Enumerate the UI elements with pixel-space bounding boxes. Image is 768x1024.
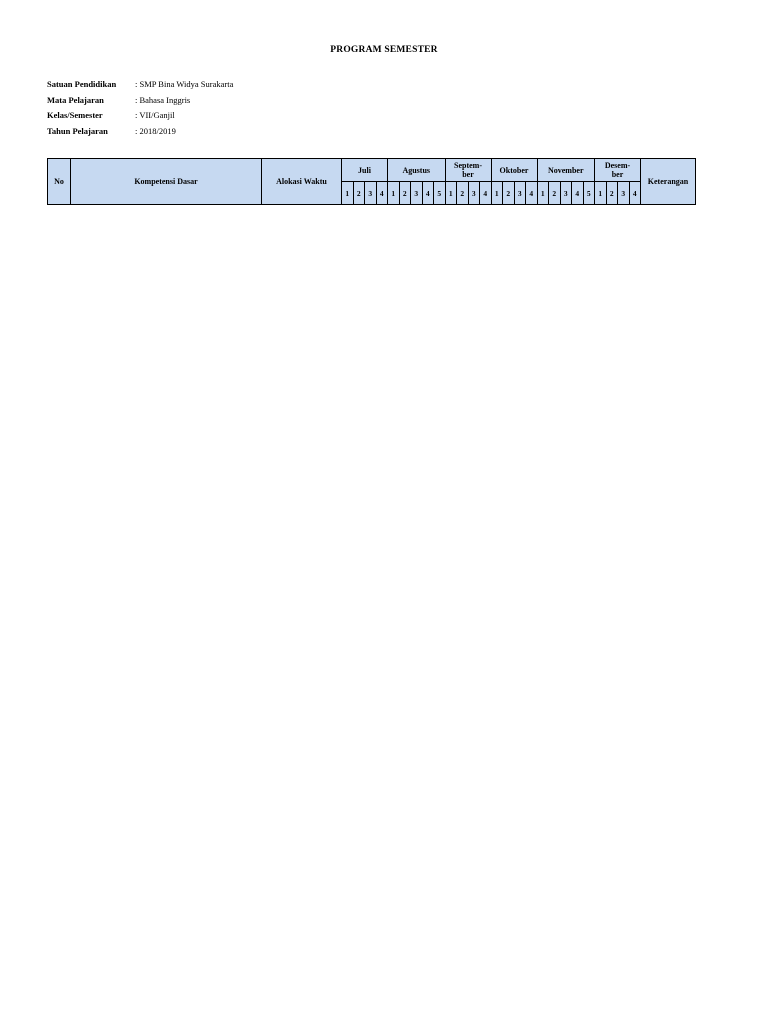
header-week: 3	[560, 182, 572, 205]
header-month: Septem- ber	[445, 159, 491, 182]
meta-key: Mata Pelajaran	[47, 94, 104, 105]
document-meta	[47, 79, 233, 141]
header-week: 3	[365, 182, 377, 205]
header-week: 1	[342, 182, 354, 205]
header-week: 2	[457, 182, 469, 205]
header-month: Desem- ber	[595, 159, 641, 182]
header-week: 1	[388, 182, 400, 205]
header-week: 5	[583, 182, 595, 205]
meta-key: Satuan Pendidikan	[47, 79, 117, 89]
header-week: 4	[629, 182, 641, 205]
header-kompetensi-dasar: Kompetensi Dasar	[71, 159, 262, 205]
header-month: Oktober	[491, 159, 537, 182]
meta-row	[47, 95, 233, 111]
semester-table-1	[47, 158, 696, 205]
header-week: 1	[537, 182, 549, 205]
header-week: 4	[376, 182, 388, 205]
meta-value: : Bahasa Inggris	[135, 94, 191, 105]
meta-value: : VII/Ganjil	[135, 110, 175, 120]
meta-row	[47, 126, 233, 142]
header-week: 3	[411, 182, 423, 205]
header-week: 1	[491, 182, 503, 205]
meta-key: Tahun Pelajaran	[47, 125, 108, 136]
header-month: Juli	[342, 159, 388, 182]
meta-key: Kelas/Semester	[47, 110, 103, 120]
header-no: No	[48, 159, 71, 205]
header-month: Agustus	[388, 159, 446, 182]
header-month: November	[537, 159, 595, 182]
header-week: 4	[526, 182, 538, 205]
header-week: 2	[549, 182, 561, 205]
meta-value: : 2018/2019	[135, 125, 176, 136]
header-week: 1	[445, 182, 457, 205]
header-week: 2	[399, 182, 411, 205]
meta-row	[47, 79, 233, 95]
header-alokasi-waktu: Alokasi Waktu	[262, 159, 342, 205]
meta-value: : SMP Bina Widya Surakarta	[135, 79, 234, 89]
header-week: 5	[434, 182, 446, 205]
header-week: 2	[353, 182, 365, 205]
header-week: 2	[503, 182, 515, 205]
header-keterangan: Keterangan	[641, 159, 696, 205]
header-week: 3	[618, 182, 630, 205]
header-week: 2	[606, 182, 618, 205]
header-week: 4	[572, 182, 584, 205]
header-week: 1	[595, 182, 607, 205]
header-week: 4	[422, 182, 434, 205]
header-week: 4	[480, 182, 492, 205]
header-week: 3	[468, 182, 480, 205]
meta-row	[47, 110, 233, 126]
page-title: PROGRAM SEMESTER	[330, 45, 438, 55]
header-week: 3	[514, 182, 526, 205]
